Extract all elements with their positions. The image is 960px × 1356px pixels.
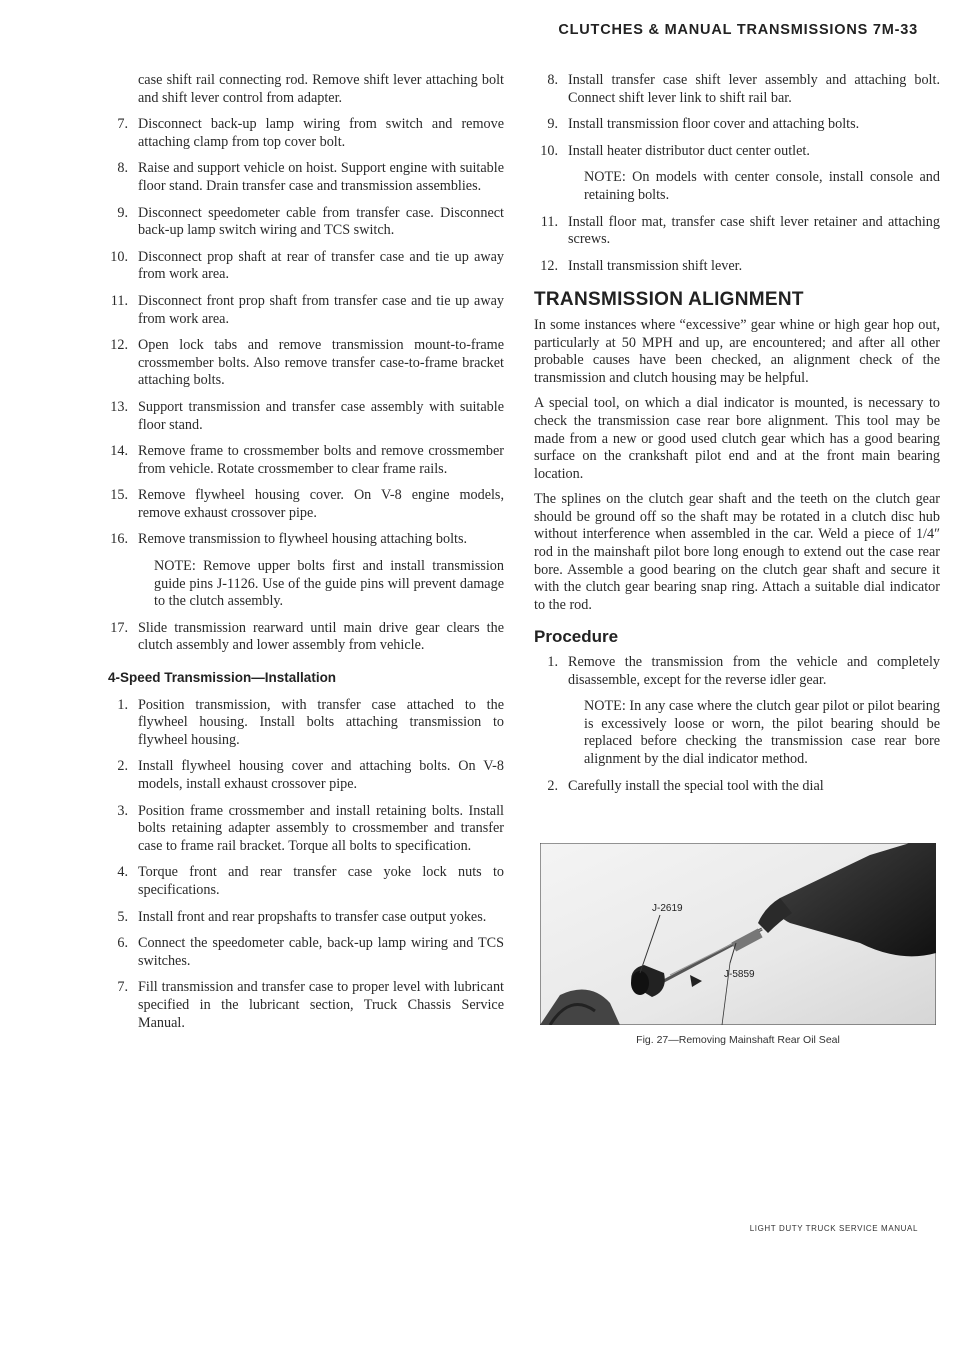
tool-label-1: J-2619 [652,903,683,914]
list-item: 8. Raise and support vehicle on hoist. Support engine with suitable floor stand. Drain transfer case and transmission assemblies. [117,160,504,194]
list-item: 10. Install heater distributor duct center outlet. [540,142,810,159]
list-item: 17. Slide transmission rearward until main drive gear clears the clutch assembly and lower assembly from vehicle. [110,619,504,654]
mainshaft-seal-removal-illustration [540,843,936,1025]
figure-photo [540,843,936,1025]
list-item: 11. Disconnect front prop shaft from transfer case and tie up away from work area. [110,292,504,327]
page-header: CLUTCHES & MANUAL TRANSMISSIONS 7M-33 [558,22,918,38]
list-item: 7. Disconnect back-up lamp wiring from switch and remove attaching clamp from top cover bolt. [117,116,504,150]
list-item: 7. Fill transmission and transfer case to proper level with lubricant specified in the lubricant section, Truck Chassis Service Manual. [117,979,504,1031]
list-item: 9. Install transmission floor cover and attaching bolts. [547,116,860,133]
list-item: 3. Position frame crossmember and install retaining bolts. Install bolts retaining adapter assembly to crossmember and transfer case to frame rail bracket. Torque all bolts to specification. [117,802,504,854]
list-item: 9. Disconnect speedometer cable from transfer case. Disconnect back-up lamp switch wiring and TCS switch. [117,204,504,239]
page-footer: LIGHT DUTY TRUCK SERVICE MANUAL [749,1224,918,1233]
list-item: 2. Install flywheel housing cover and attaching bolts. On V-8 models, install exhaust crossover pipe. [117,758,504,792]
installation-heading: 4-Speed Transmission—Installation [108,670,337,686]
list-item: 4. Torque front and rear transfer case yoke lock nuts to specifications. [117,864,504,898]
note-text: NOTE: On models with center console, install console and retaining bolts. [584,169,940,203]
list-item: 1. Position transmission, with transfer case attached to the flywheel housing. Install bolts attaching transmission to flywheel housing. [117,696,504,748]
list-item: 1. Remove the transmission from the vehicle and completely disassemble, except for the reverse idler gear. [547,654,940,688]
list-item: 6. Connect the speedometer cable, back-up lamp wiring and TCS switches. [117,935,504,969]
list-item: 8. Install transfer case shift lever assembly and attaching bolt. Connect shift lever link to shift rail bar. [547,72,940,106]
tool-label-2: J-5859 [724,969,755,980]
body-paragraph: In some instances where “excessive” gear whine or high gear hop out, particularly at 50 MPH and up, are encountered; and after all other probable causes have been checked, an alignment check of the transmission and clutch housing may be helpful. [534,316,940,386]
list-item: 2. Carefully install the special tool with the dial [547,777,824,794]
note-text: NOTE: In any case where the clutch gear pilot or pilot bearing is excessively loose or worn, the pilot bearing should be replaced before checking the transmission case rear bore alignment by the dial indicator method. [584,698,940,767]
list-item: 12. Install transmission shift lever. [540,257,743,274]
section-title: TRANSMISSION ALIGNMENT [534,289,804,311]
list-item: 16. Remove transmission to flywheel housing attaching bolts. [110,531,468,548]
list-item: 14. Remove frame to crossmember bolts and remove crossmember from vehicle. Rotate crossmember to clear frame rails. [110,443,504,477]
list-item: 5. Install front and rear propshafts to transfer case output yokes. [117,908,487,925]
note-text: NOTE: Remove upper bolts first and install transmission guide pins J-1126. Use of the guide pins will prevent damage to the clutch assembly. [154,558,504,610]
left-column [104,72,504,1041]
intro-text: case shift rail connecting rod. Remove shift lever attaching bolt and shift lever control from adapter. [138,72,504,106]
list-item: 10. Disconnect prop shaft at rear of transfer case and tie up away from work area. [110,248,504,283]
procedure-heading: Procedure [534,627,619,647]
list-item: 12. Open lock tabs and remove transmission mount-to-frame crossmember bolts. Also remove transfer case-to-frame bracket attaching bolts. [110,337,504,389]
list-item: 11. Install floor mat, transfer case shift lever retainer and attaching screws. [540,213,940,248]
body-paragraph: The splines on the clutch gear shaft and the teeth on the clutch gear should be ground off so the shaft may be rotated in a clutch disc hub without interference when assembled in the car. Weld a piece of 1/4″ rod in the mainshaft pilot bore long enough to extend out the case rear bore. Assemble a good bearing on the clutch gear shaft and secure it with the clutch gear bearing snap ring. Attach a suitable dial indicator to the rod. [534,491,940,613]
body-paragraph: A special tool, on which a dial indicator is mounted, is necessary to check the transmission case rear bore alignment. This tool may be made from a new or good used clutch gear which has a good bearing surface on the crankshaft pilot end and at the front main bearing location. [534,395,940,482]
list-item: 15. Remove flywheel housing cover. On V-8 engine models, remove exhaust crossover pipe. [110,487,504,521]
right-column [534,72,940,804]
list-item: 13. Support transmission and transfer case assembly with suitable floor stand. [110,398,504,433]
figure-caption: Fig. 27—Removing Mainshaft Rear Oil Seal [636,1034,840,1046]
